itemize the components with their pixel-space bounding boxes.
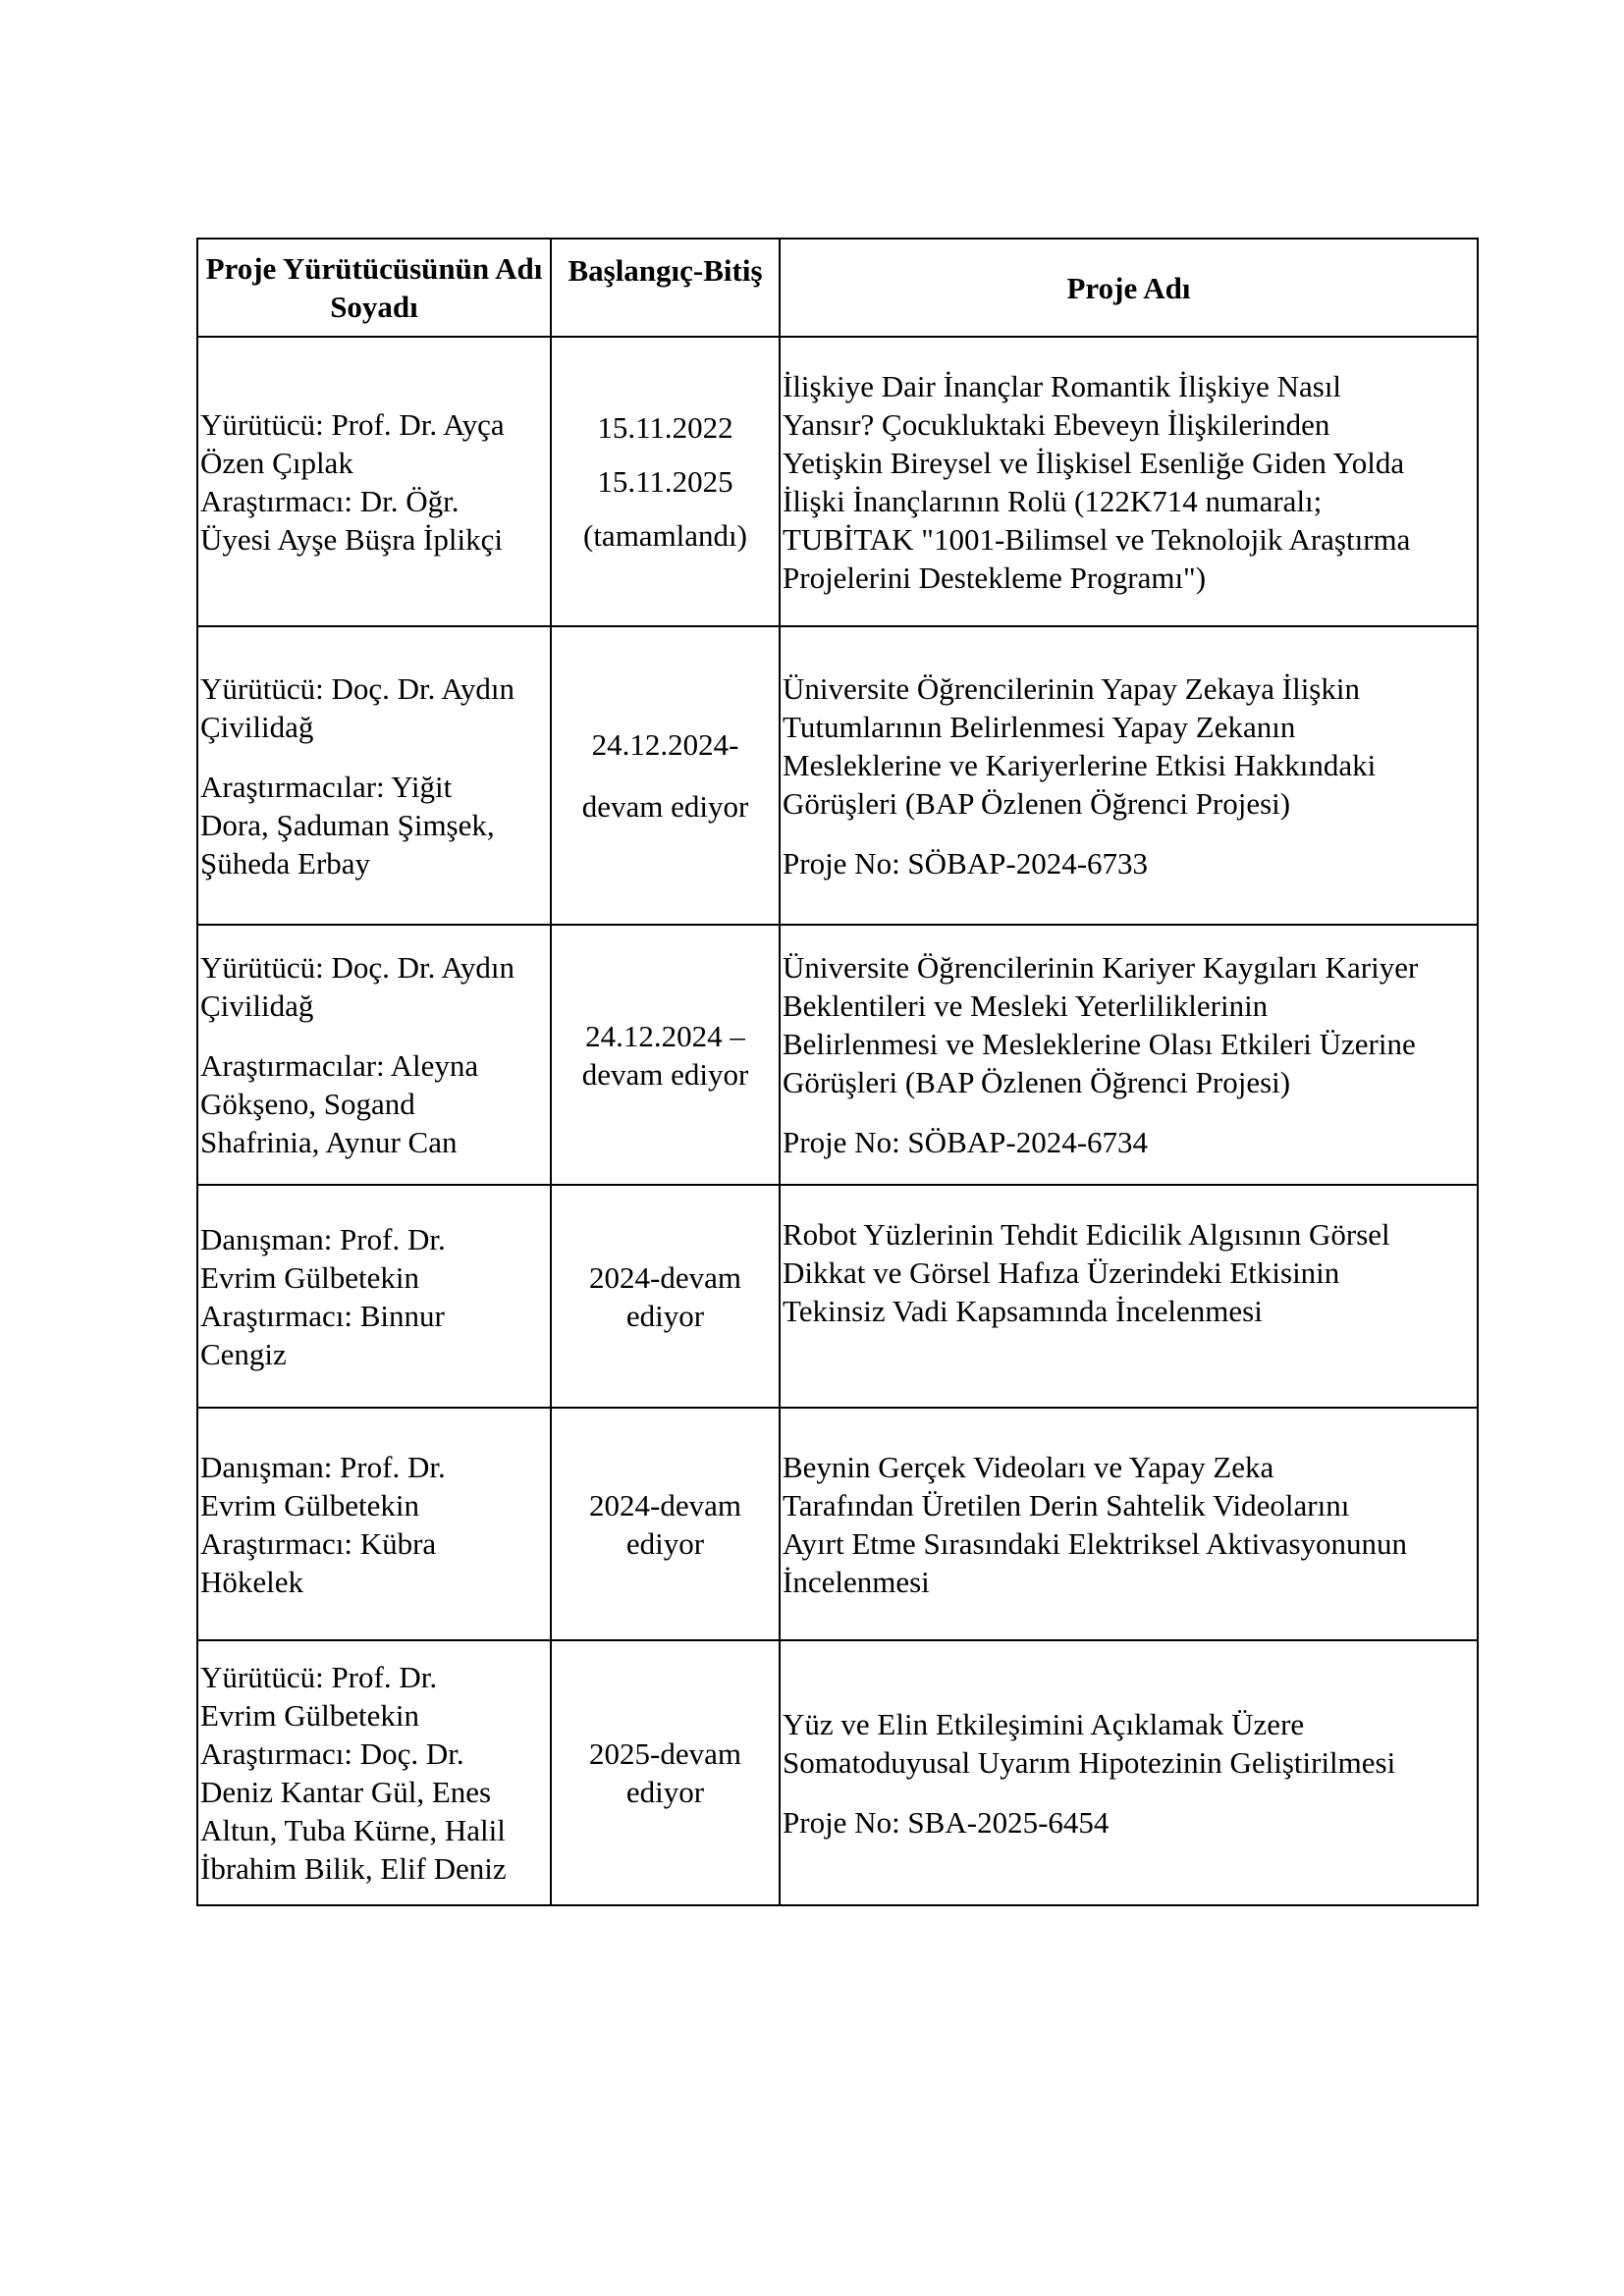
project-lead-line: Çivilidağ <box>200 709 314 744</box>
project-lead-line: Cengiz <box>200 1336 287 1371</box>
project-lead-line: Altun, Tuba Kürne, Halil <box>200 1813 506 1847</box>
date-line: 2025-devam <box>589 1736 741 1771</box>
date-line: 2024-devam <box>589 1259 741 1295</box>
project-lead-line: Çivilidağ <box>200 988 314 1023</box>
date-line: 24.12.2024 – <box>585 1018 745 1053</box>
project-lead-line: Danışman: Prof. Dr. <box>200 1221 446 1256</box>
table-row <box>197 337 1478 626</box>
project-title-cell <box>780 1640 1478 1905</box>
project-title-line: Robot Yüzlerinin Tehdit Edicilik Algısının Görsel <box>783 1217 1390 1252</box>
start-end-cell <box>551 1640 780 1905</box>
table-row <box>197 1408 1478 1640</box>
project-title-line: Proje No: SÖBAP-2024-6733 <box>783 845 1149 881</box>
project-title-cell <box>780 337 1478 626</box>
project-lead-line: İbrahim Bilik, Elif Deniz <box>200 1851 507 1886</box>
project-title-line: Ayırt Etme Sırasındaki Elektriksel Aktivasyonunun <box>783 1525 1408 1561</box>
project-title-cell <box>780 1408 1478 1640</box>
project-title-line: TUBİTAK "1001-Bilimsel ve Teknolojik Araştırma <box>783 521 1411 557</box>
table-row <box>197 925 1478 1185</box>
table-header-row <box>197 239 1478 337</box>
date-line: devam ediyor <box>581 1056 749 1092</box>
paragraph-gap <box>783 1101 1475 1123</box>
project-title-cell <box>780 626 1478 925</box>
project-title-line: Projelerini Destekleme Programı") <box>783 560 1207 595</box>
project-title-line: Üniversite Öğrencilerinin Kariyer Kaygıları Kariyer <box>783 950 1419 985</box>
project-title-line: Yüz ve Elin Etkileşimini Açıklamak Üzere <box>783 1706 1305 1741</box>
project-lead-line: Araştırmacılar: Yiğit <box>200 769 453 804</box>
project-lead-line: Araştırmacı: Dr. Öğr. <box>200 483 460 518</box>
date-line: ediyor <box>625 1298 705 1333</box>
project-title-line: Tarafından Üretilen Derin Sahtelik Videolarını <box>783 1487 1350 1522</box>
project-title-line: İlişki İnançlarının Rolü (122K714 numaralı; <box>783 483 1323 518</box>
project-lead-line: Araştırmacı: Kübra <box>200 1525 437 1561</box>
project-title-line: Tutumlarının Belirlenmesi Yapay Zekanın <box>783 709 1296 744</box>
project-title-line: Beklentileri ve Mesleki Yeterliliklerinin <box>783 988 1269 1023</box>
project-lead-line: Yürütücü: Doç. Dr. Aydın <box>200 670 515 706</box>
project-lead-line: Dora, Şaduman Şimşek, <box>200 807 495 842</box>
start-end-cell <box>551 626 780 925</box>
project-title-line: Görüşleri (BAP Özlenen Öğrenci Projesi) <box>783 1065 1291 1099</box>
project-title-line: Üniversite Öğrencilerinin Yapay Zekaya İlişkin <box>783 670 1360 706</box>
date-line: devam ediyor <box>581 789 749 824</box>
project-title-line: Beynin Gerçek Videoları ve Yapay Zeka <box>783 1449 1274 1484</box>
project-title-line: Yetişkin Bireysel ve İlişkisel Esenliğe Giden Yolda <box>783 445 1405 480</box>
project-lead-line: Danışman: Prof. Dr. <box>200 1449 446 1484</box>
project-lead-cell <box>197 1185 551 1408</box>
project-title-line: Yansır? Çocukluktaki Ebeveyn İlişkilerinden <box>783 406 1330 442</box>
project-lead-line: Hökelek <box>200 1564 304 1599</box>
project-title-cell <box>780 1185 1478 1408</box>
table-row <box>197 1640 1478 1905</box>
project-lead-line: Araştırmacı: Binnur <box>200 1298 445 1333</box>
project-lead-line: Evrim Gülbetekin <box>200 1487 419 1522</box>
date-line: 15.11.2025 <box>597 464 733 499</box>
project-title-line: İlişkiye Dair İnançlar Romantik İlişkiye Nasıl <box>783 368 1342 403</box>
projects-table <box>196 238 1479 1906</box>
start-end-cell <box>551 1408 780 1640</box>
project-lead-line: Üyesi Ayşe Büşra İplikçi <box>200 521 503 557</box>
project-lead-line: Özen Çıplak <box>200 445 353 480</box>
project-lead-line: Evrim Gülbetekin <box>200 1698 419 1733</box>
paragraph-gap <box>783 1782 1475 1803</box>
project-lead-line: Gökşeno, Sogand <box>200 1087 415 1121</box>
table-row <box>197 1185 1478 1408</box>
date-line: 15.11.2022 <box>597 410 733 445</box>
header-project-lead: Proje Yürütücüsünün Adı Soyadı <box>197 239 551 337</box>
project-lead-line: Yürütücü: Doç. Dr. Aydın <box>200 950 515 985</box>
project-lead-line: Yürütücü: Prof. Dr. <box>200 1660 438 1694</box>
project-title-line: Tekinsiz Vadi Kapsamında İncelenmesi <box>783 1294 1263 1328</box>
start-end-cell <box>551 925 780 1185</box>
project-title-line: Proje No: SÖBAP-2024-6734 <box>783 1125 1149 1159</box>
project-lead-cell <box>197 626 551 925</box>
start-end-cell <box>551 1185 780 1408</box>
project-title-line: Görüşleri (BAP Özlenen Öğrenci Projesi) <box>783 785 1291 821</box>
project-lead-line: Shafrinia, Aynur Can <box>200 1125 458 1159</box>
project-title-line: İncelenmesi <box>783 1564 930 1599</box>
paragraph-gap <box>200 1025 548 1046</box>
start-end-cell <box>551 337 780 626</box>
paragraph-gap <box>200 746 548 768</box>
date-line: 2024-devam <box>589 1487 741 1522</box>
project-lead-line: Şüheda Erbay <box>200 845 371 881</box>
project-title-line: Dikkat ve Görsel Hafıza Üzerindeki Etkisinin <box>783 1255 1340 1290</box>
project-lead-cell <box>197 1408 551 1640</box>
project-title-line: Proje No: SBA-2025-6454 <box>783 1804 1110 1840</box>
table-body <box>197 337 1478 1905</box>
project-lead-line: Araştırmacı: Doç. Dr. <box>200 1736 464 1771</box>
header-start-end: Başlangıç-Bitiş <box>551 239 780 337</box>
project-lead-cell <box>197 337 551 626</box>
header-project-title: Proje Adı <box>780 239 1478 337</box>
date-line: ediyor <box>625 1525 705 1561</box>
project-title-line: Belirlenmesi ve Mesleklerine Olası Etkileri Üzerine <box>783 1027 1416 1061</box>
date-line: 24.12.2024- <box>591 727 739 762</box>
project-lead-line: Araştırmacılar: Aleyna <box>200 1048 479 1083</box>
project-lead-line: Deniz Kantar Gül, Enes <box>200 1775 492 1809</box>
table-row <box>197 626 1478 925</box>
project-title-line: Mesleklerine ve Kariyerlerine Etkisi Hakkındaki <box>783 747 1377 782</box>
date-line: (tamamlandı) <box>583 518 747 553</box>
project-lead-cell <box>197 1640 551 1905</box>
project-title-cell <box>780 925 1478 1185</box>
project-title-line: Somatoduyusal Uyarım Hipotezinin Geliştirilmesi <box>783 1744 1396 1780</box>
project-lead-cell <box>197 925 551 1185</box>
date-line: ediyor <box>625 1775 705 1809</box>
project-lead-line: Evrim Gülbetekin <box>200 1259 419 1295</box>
paragraph-gap <box>783 823 1475 844</box>
project-lead-line: Yürütücü: Prof. Dr. Ayça <box>200 406 505 442</box>
